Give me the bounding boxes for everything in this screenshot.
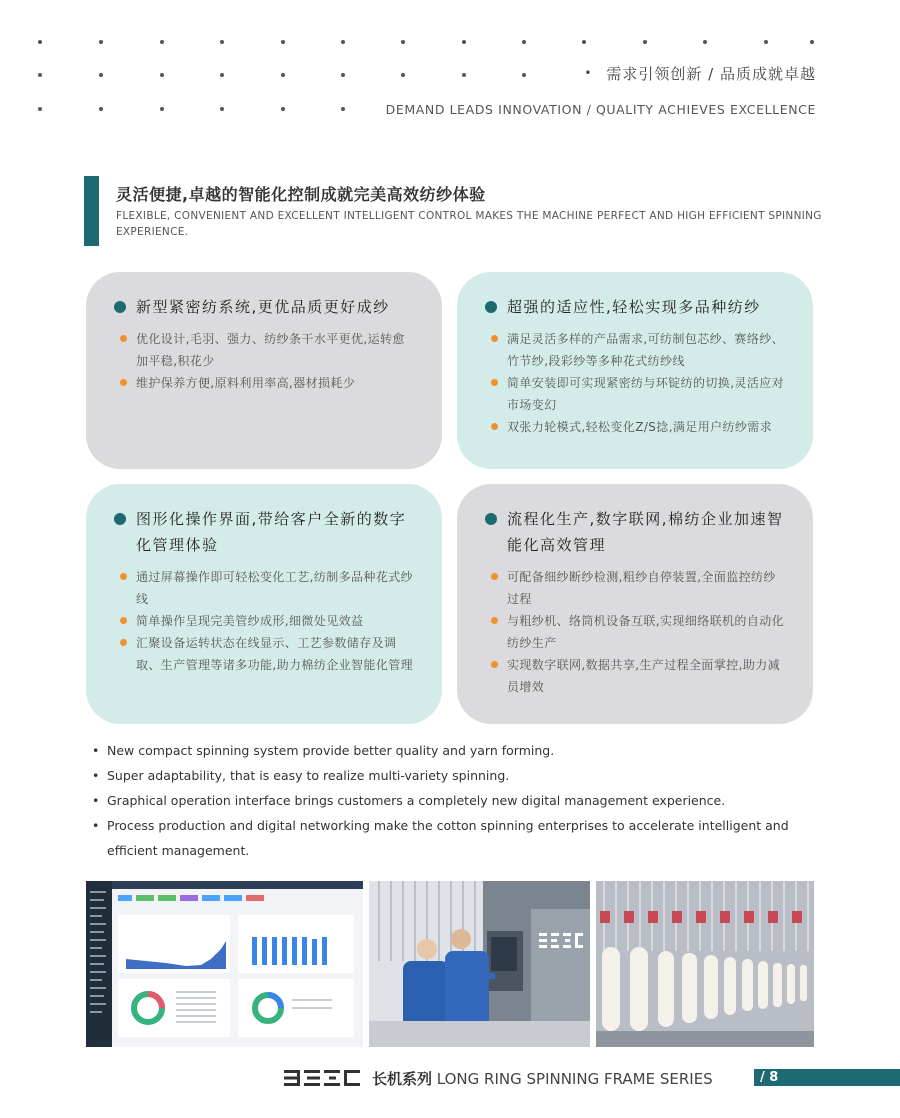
list-item: 简单操作呈现完美管纱成形,细微处见效益 bbox=[120, 610, 416, 632]
dashboard-screenshot-image bbox=[86, 881, 363, 1047]
feature-card-networking bbox=[457, 484, 813, 724]
list-item: 维护保养方便,原料利用率高,器材损耗少 bbox=[120, 372, 416, 394]
list-item: 通过屏幕操作即可轻松变化工艺,纺制多品种花式纱线 bbox=[120, 566, 416, 610]
list-item: 与粗纱机、络筒机设备互联,实现细络联机的自动化纺纱生产 bbox=[491, 610, 787, 654]
english-point: • Graphical operation interface brings customers a completely new digital management experience. bbox=[92, 793, 726, 808]
orange-bullet-icon bbox=[491, 661, 498, 668]
list-item: 可配备细纱断纱检测,粗纱自停装置,全面监控纺纱过程 bbox=[491, 566, 787, 610]
card-title: 流程化生产,数字联网,棉纺企业加速智能化高效管理 bbox=[507, 510, 784, 554]
orange-bullet-icon bbox=[120, 573, 127, 580]
section-accent-bar bbox=[84, 176, 99, 246]
orange-bullet-icon bbox=[491, 335, 498, 342]
feature-card-interface bbox=[86, 484, 442, 724]
page-number: / 8 bbox=[760, 1070, 779, 1085]
feature-card-compact bbox=[86, 272, 442, 469]
workers-at-machine-photo bbox=[369, 881, 590, 1047]
tagline-cn-text: 需求引领创新 / 品质成就卓越 bbox=[606, 65, 816, 83]
orange-bullet-icon bbox=[491, 423, 498, 430]
list-item: 实现数字联网,数据共享,生产过程全面掌控,助力减员增效 bbox=[491, 654, 787, 698]
list-item: 简单安装即可实现紧密纺与环锭纺的切换,灵活应对市场变幻 bbox=[491, 372, 787, 416]
orange-bullet-icon bbox=[491, 617, 498, 624]
orange-bullet-icon bbox=[120, 617, 127, 624]
section-title: 灵活便捷,卓越的智能化控制成就完美高效纺纱体验 bbox=[116, 185, 486, 204]
list-item: 满足灵活多样的产品需求,可纺制包芯纱、赛络纱、竹节纱,段彩纱等多种花式纺纱线 bbox=[491, 328, 787, 372]
bullet-icon bbox=[485, 301, 497, 313]
feature-card-adaptability bbox=[457, 272, 813, 469]
list-item: 双张力轮模式,轻松变化Z/S捻,满足用户纺纱需求 bbox=[491, 416, 787, 438]
english-point: • Process production and digital networking make the cotton spinning enterprises to accelerate intelligent and efficient management. bbox=[92, 818, 789, 858]
list-item: 优化设计,毛羽、强力、纺纱条干水平更优,运转愈加平稳,积花少 bbox=[120, 328, 416, 372]
card-header bbox=[114, 294, 416, 320]
section-subtitle: FLEXIBLE, CONVENIENT AND EXCELLENT INTELLIGENT CONTROL MAKES THE MACHINE PERFECT AND HIGH EFFICIENT SPINNING EXPERIENCE. bbox=[116, 210, 822, 238]
card-header bbox=[114, 506, 416, 558]
english-point: • New compact spinning system provide better quality and yarn forming. bbox=[92, 743, 555, 758]
card-title: 超强的适应性,轻松实现多品种纺纱 bbox=[507, 298, 761, 316]
orange-bullet-icon bbox=[491, 573, 498, 580]
best-logo bbox=[284, 1068, 364, 1092]
tagline-cn: • 需求引领创新 / 品质成就卓越 bbox=[584, 65, 816, 83]
bullet-icon bbox=[114, 513, 126, 525]
series-en: LONG RING SPINNING FRAME SERIES bbox=[436, 1070, 713, 1088]
tagline-en: DEMAND LEADS INNOVATION / QUALITY ACHIEVES EXCELLENCE bbox=[385, 102, 816, 117]
card-header bbox=[485, 506, 787, 558]
english-point: • Super adaptability, that is easy to realize multi-variety spinning. bbox=[92, 768, 510, 783]
card-header bbox=[485, 294, 787, 320]
series-cn: 长机系列 bbox=[372, 1070, 433, 1088]
card-title: 新型紧密纺系统,更优品质更好成纱 bbox=[136, 298, 390, 316]
card-title: 图形化操作界面,带给客户全新的数字化管理体验 bbox=[136, 510, 407, 554]
bullet-icon bbox=[114, 301, 126, 313]
orange-bullet-icon bbox=[120, 379, 127, 386]
spinning-bobbins-photo bbox=[596, 881, 814, 1047]
english-summary-list bbox=[92, 738, 817, 863]
orange-bullet-icon bbox=[120, 335, 127, 342]
orange-bullet-icon bbox=[120, 639, 127, 646]
list-item: 汇聚设备运转状态在线显示、工艺参数储存及调取、生产管理等诸多功能,助力棉纺企业智能化管理 bbox=[120, 632, 416, 676]
footer-series-label bbox=[372, 1068, 713, 1089]
bullet-icon bbox=[485, 513, 497, 525]
orange-bullet-icon bbox=[491, 379, 498, 386]
